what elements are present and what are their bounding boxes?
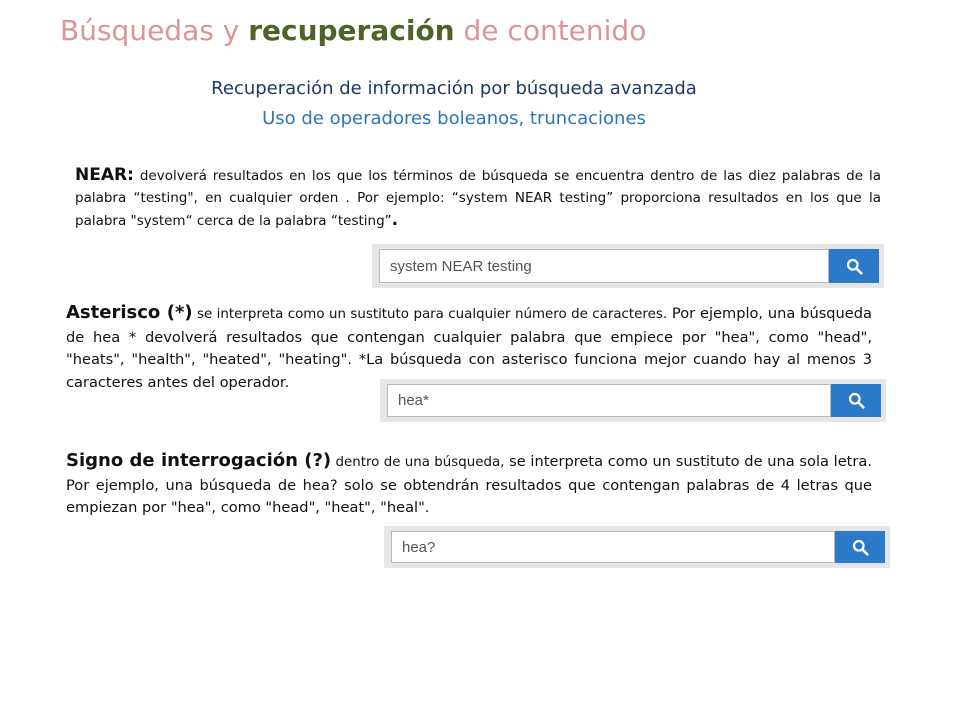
search-button-question-mark[interactable] [835,531,885,563]
search-box-near [372,244,884,288]
search-box-asterisk [380,379,886,422]
subtitle-secondary: Uso de operadores boleanos, truncaciones [262,108,646,129]
search-box-question-mark [384,526,890,568]
search-icon [846,258,863,275]
search-icon [852,539,869,556]
question-mark-term: Signo de interrogación (?) [66,450,332,471]
asterisk-text: Por ejemplo, una búsqueda de hea * devolverá resultados que contengan cualquier palabra que empiece por "hea", como "head", "heats", "health", "heated", "heating". *La búsqueda con asterisco funciona mejor cuando hay al menos 3 caracteres antes del operador. [66,305,872,391]
near-text: devolverá resultados en los que los términos de búsqueda se encuentra dentro de las diez palabras de la palabra “testing", en cualquier orden . Por ejemplo: “system NEAR testing” proporciona resultados en los que la palabra "system“ cerca de la palabra “testing” [75,168,881,229]
near-description [75,164,881,232]
search-icon [848,392,865,409]
search-input-asterisk[interactable] [387,384,831,417]
question-mark-text-small: dentro de una búsqueda, [331,455,505,470]
subtitle-main: Recuperación de información por búsqueda avanzada [211,78,697,99]
asterisk-term: Asterisco (*) [66,302,193,323]
search-input-near[interactable] [379,249,829,283]
search-button-near[interactable] [829,249,879,283]
title-part-1: Búsquedas y [60,14,249,47]
search-input-question-mark[interactable] [391,531,835,563]
search-button-asterisk[interactable] [831,384,881,417]
near-end-period: . [391,210,399,230]
title-part-3: de contenido [454,14,647,47]
slide-title [60,14,646,47]
asterisk-text-small: se interpreta como un sustituto para cualquier número de caracteres. [192,307,668,322]
question-mark-description [66,450,872,520]
question-mark-text: se interpreta como un sustituto de una sola letra. Por ejemplo, una búsqueda de hea? solo se obtendrán resultados que contengan palabras de 4 letras que empiezan por "hea", como "head", "heat", "heal". [66,453,872,516]
near-term: NEAR: [75,165,134,185]
title-part-2: recuperación [248,14,455,47]
